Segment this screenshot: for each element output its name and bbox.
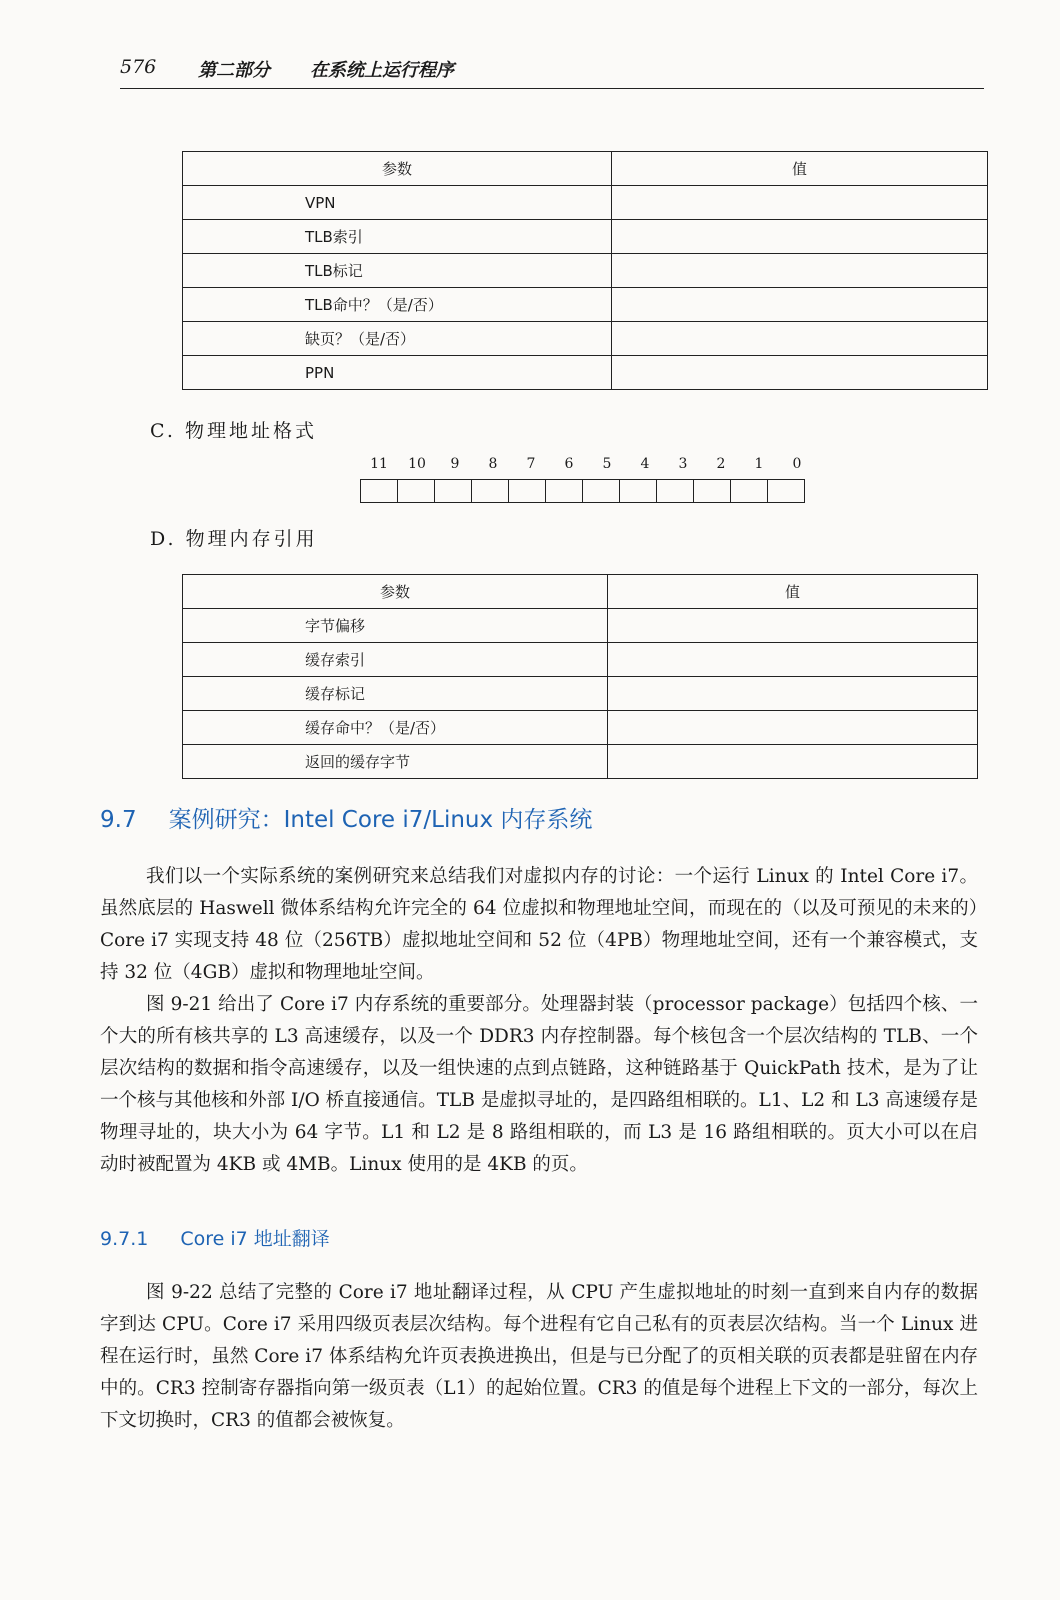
bit-cell — [694, 480, 731, 502]
value-cell — [608, 609, 978, 643]
value-cell — [612, 322, 988, 356]
subsection-heading — [100, 1224, 330, 1251]
value-cell — [608, 745, 978, 779]
bit-cell — [398, 480, 435, 502]
table-row — [183, 322, 988, 356]
bit-index: 5 — [602, 456, 612, 472]
bit-cell — [583, 480, 620, 502]
column-header-value: 值 — [608, 575, 978, 609]
value-cell — [612, 356, 988, 390]
bit-cell — [472, 480, 509, 502]
table-header-row — [183, 575, 978, 609]
bit-index-row — [360, 456, 816, 476]
part-label: 第二部分 — [198, 60, 270, 81]
value-cell — [608, 643, 978, 677]
bit-index: 10 — [408, 456, 426, 472]
param-cell: TLB命中？（是/否） — [183, 288, 612, 322]
table-row — [183, 254, 988, 288]
table-row — [183, 186, 988, 220]
bit-index: 3 — [678, 456, 688, 472]
bit-index: 8 — [488, 456, 498, 472]
param-cell: TLB索引 — [183, 220, 612, 254]
body-paragraph: 我们以一个实际系统的案例研究来总结我们对虚拟内存的讨论：一个运行 Linux 的 Intel Core i7。虽然底层的 Haswell 微体系结构允许完全的 64 位虚拟和物理地址空间，而现在的（以及可预见的未来的）Core i7 实现支持 48 位（256TB）虚拟地址空间和 52 位（4PB）物理地址空间，还有一个兼容模式，支持 32 位（4GB）虚拟和物理地址空间。 — [100, 865, 978, 983]
body-paragraph: 图 9-22 总结了完整的 Core i7 地址翻译过程，从 CPU 产生虚拟地址的时刻一直到来自内存的数据字到达 CPU。Core i7 采用四级页表层次结构。每个进程有它自己私有的页表层次结构。当一个 Linux 进程在运行时，虽然 Core i7 体系结构允许页表换进换出，但是与已分配了的页相关联的页表都是驻留在内存中的。CR3 控制寄存器指向第一级页表（L1）的起始位置。CR3 的值是每个进程上下文的一部分，每次上下文切换时，CR3 的值都会被恢复。 — [100, 1281, 978, 1431]
param-cell: PPN — [183, 356, 612, 390]
bit-cell — [657, 480, 694, 502]
param-cell: 缓存标记 — [183, 677, 608, 711]
running-header — [120, 54, 984, 89]
table-row — [183, 745, 978, 779]
table-row — [183, 677, 978, 711]
tlb-parameter-table — [182, 151, 988, 390]
bit-index: 2 — [716, 456, 726, 472]
param-cell: VPN — [183, 186, 612, 220]
bit-cell — [546, 480, 583, 502]
bit-index: 11 — [370, 456, 388, 472]
section-title: 案例研究：Intel Core i7/Linux 内存系统 — [168, 807, 593, 833]
section-d-label: D. 物理内存引用 — [150, 528, 318, 550]
bit-index: 1 — [754, 456, 764, 472]
value-cell — [612, 220, 988, 254]
bit-cell — [435, 480, 472, 502]
param-cell: 缓存命中？（是/否） — [183, 711, 608, 745]
bit-index: 7 — [526, 456, 536, 472]
table-row — [183, 711, 978, 745]
section-number: 9.7 — [100, 807, 137, 833]
table-row — [183, 220, 988, 254]
value-cell — [608, 711, 978, 745]
column-header-value: 值 — [612, 152, 988, 186]
table-row — [183, 288, 988, 322]
part-title: 在系统上运行程序 — [310, 60, 454, 81]
param-cell: 字节偏移 — [183, 609, 608, 643]
subsection-number: 9.7.1 — [100, 1228, 149, 1250]
bit-index: 6 — [564, 456, 574, 472]
physical-address-bit-boxes — [360, 479, 805, 503]
value-cell — [612, 254, 988, 288]
param-cell: 返回的缓存字节 — [183, 745, 608, 779]
param-cell: 缓存索引 — [183, 643, 608, 677]
table-row — [183, 643, 978, 677]
bit-cell — [620, 480, 657, 502]
bit-cell — [768, 480, 804, 502]
body-paragraph: 图 9-21 给出了 Core i7 内存系统的重要部分。处理器封装（processor package）包括四个核、一个大的所有核共享的 L3 高速缓存，以及一个 DDR3 内存控制器。每个核包含一个层次结构的 TLB、一个层次结构的数据和指令高速缓存，以及一组快速的点到点链路，这种链路基于 QuickPath 技术，是为了让一个核与其他核和外部 I/O 桥直接通信。TLB 是虚拟寻址的，是四路组相联的。L1、L2 和 L3 高速缓存是物理寻址的，块大小为 64 字节。L1 和 L2 是 8 路组相联的，而 L3 是 16 路组相联的。页大小可以在启动时被配置为 4KB 或 4MB。Linux 使用的是 4KB 的页。 — [100, 993, 978, 1175]
column-header-param: 参数 — [183, 575, 608, 609]
table-header-row — [183, 152, 988, 186]
value-cell — [612, 288, 988, 322]
bit-cell — [361, 480, 398, 502]
bit-index: 9 — [450, 456, 460, 472]
value-cell — [608, 677, 978, 711]
param-cell: TLB标记 — [183, 254, 612, 288]
bit-index: 4 — [640, 456, 650, 472]
subsection-title: Core i7 地址翻译 — [180, 1228, 330, 1250]
section-heading — [100, 801, 592, 834]
bit-cell — [731, 480, 768, 502]
bit-index: 0 — [792, 456, 802, 472]
section-c-label: C. 物理地址格式 — [150, 420, 317, 442]
column-header-param: 参数 — [183, 152, 612, 186]
bit-cell — [509, 480, 546, 502]
page-number: 576 — [120, 56, 157, 78]
table-row — [183, 356, 988, 390]
param-cell: 缺页？（是/否） — [183, 322, 612, 356]
value-cell — [612, 186, 988, 220]
table-row — [183, 609, 978, 643]
memory-reference-table — [182, 574, 978, 779]
